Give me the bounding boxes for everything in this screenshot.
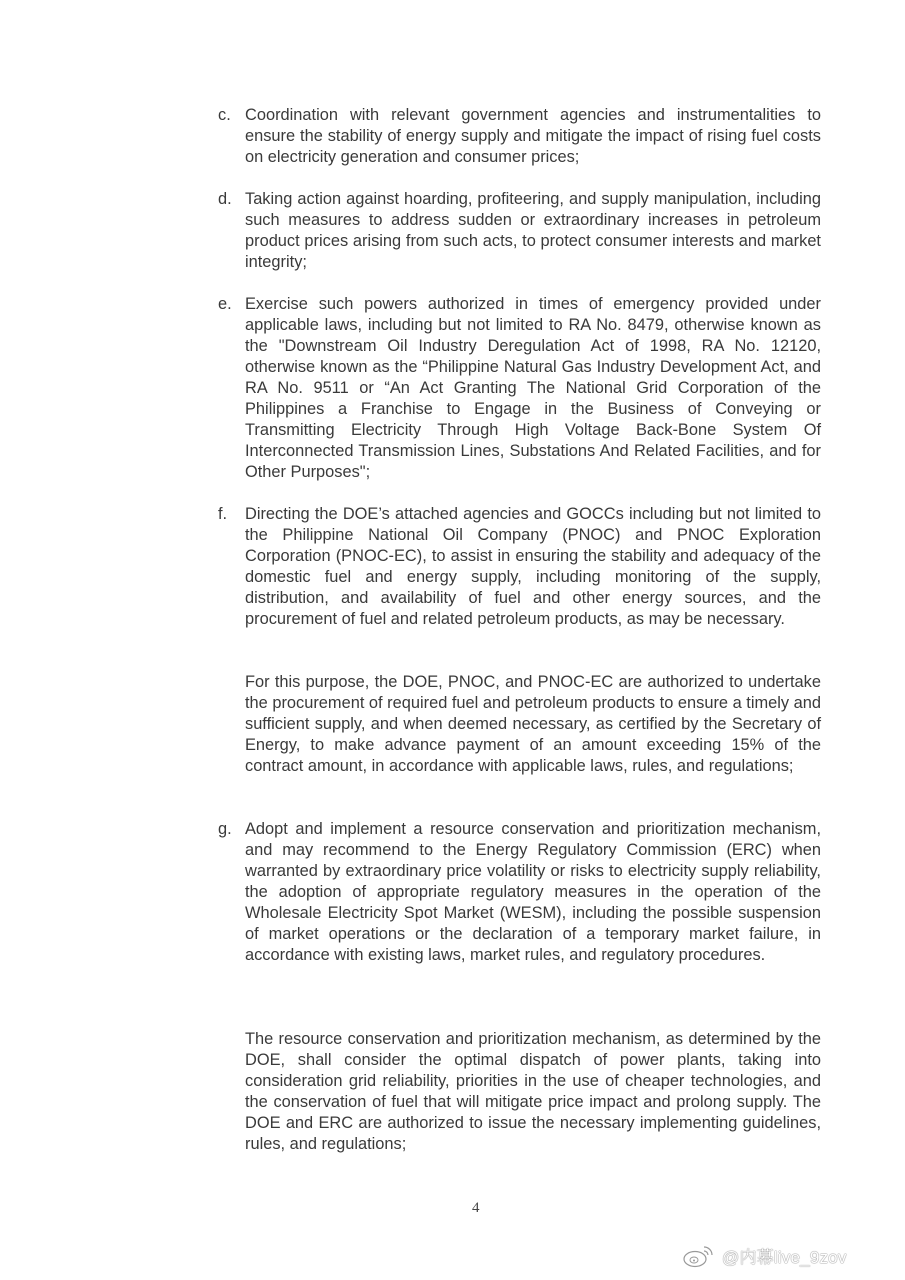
item-g-continuation: The resource conservation and prioritization mechanism, as determined by the DOE, shall consider the optimal dispatch of power plants, taking into consideration grid reliability, priorities in the use of cheaper technologies, and the conservation of fuel that will mitigate price impact and prolong supply. The DOE and ERC are authorized to issue the necessary implementing guidelines, rules, and regulations; (245, 1030, 821, 1153)
list-item-g (218, 819, 821, 966)
list-item-e (218, 294, 821, 483)
watermark (682, 1243, 847, 1268)
item-label: g. (218, 820, 232, 838)
list-item-f (218, 504, 821, 630)
item-f-continuation: For this purpose, the DOE, PNOC, and PNOC-EC are authorized to undertake the procurement of required fuel and petroleum products to ensure a timely and sufficient supply, and when deemed necessary, as certified by the Secretary of Energy, to make advance payment of an amount exceeding 15% of the contract amount, in accordance with applicable laws, rules, and regulations; (245, 673, 821, 775)
item-label: c. (218, 106, 231, 124)
item-text: Exercise such powers authorized in times of emergency provided under applicable laws, including but not limited to RA No. 8479, otherwise known as the "Downstream Oil Industry Deregulation Act of 1998, RA No. 12120, otherwise known as the “Philippine Natural Gas Industry Development Act, and RA No. 9511 or “An Act Granting The National Grid Corporation of the Philippines a Franchise to Engage in the Business of Conveying or Transmitting Electricity Through High Voltage Back-Bone System Of Interconnected Transmission Lines, Substations And Related Facilities, and for Other Purposes"; (245, 295, 821, 481)
item-label: f. (218, 505, 228, 523)
item-label: d. (218, 190, 232, 208)
item-text: Adopt and implement a resource conservation and prioritization mechanism, and may recommend to the Energy Regulatory Commission (ERC) when warranted by extraordinary price volatility or risks to electricity supply reliability, the adoption of appropriate regulatory measures in the operation of the Wholesale Electricity Spot Market (WESM), including the possible suspension of market operations or the declaration of a temporary market failure, in accordance with existing laws, market rules, and regulatory procedures. (245, 820, 821, 964)
list-item-d (218, 189, 821, 273)
weibo-icon (682, 1244, 716, 1268)
item-text: Taking action against hoarding, profiteering, and supply manipulation, including such measures to address sudden or extraordinary increases in petroleum product prices arising from such acts, to protect consumer interests and market integrity; (245, 190, 821, 271)
item-text: Directing the DOE’s attached agencies and GOCCs including but not limited to the Philippine National Oil Company (PNOC) and PNOC Exploration Corporation (PNOC-EC), to assist in ensuring the stability and adequacy of the domestic fuel and energy supply, including monitoring of the supply, distribution, and availability of fuel and other energy sources, and the procurement of fuel and related petroleum products, as may be necessary. (245, 505, 821, 628)
item-label: e. (218, 295, 232, 313)
page-number: 4 (472, 1200, 480, 1216)
watermark-text: @内幕live_9zov (722, 1248, 847, 1267)
list-item-c (218, 105, 821, 168)
item-text: Coordination with relevant government agencies and instrumentalities to ensure the stability of energy supply and mitigate the impact of rising fuel costs on electricity generation and consumer prices; (245, 106, 821, 166)
